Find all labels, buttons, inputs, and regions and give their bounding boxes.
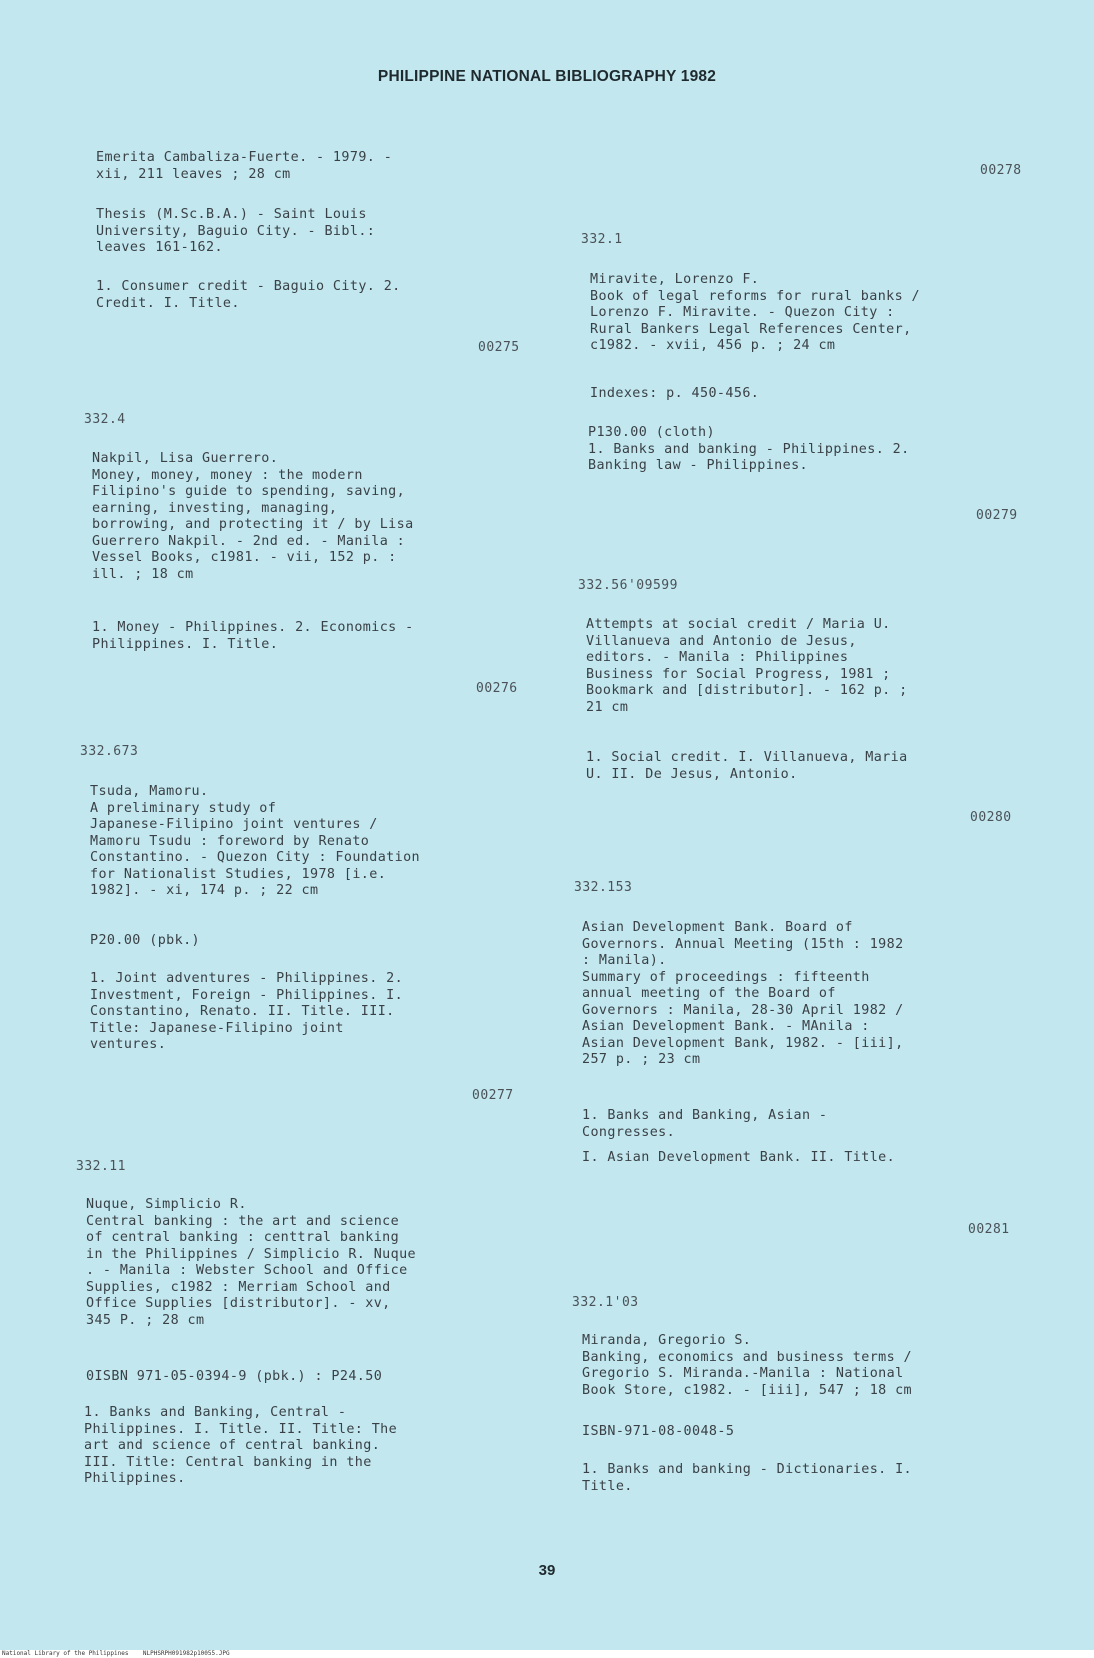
class-number: 332.11 [76,1159,126,1174]
page-number: 39 [538,1562,556,1579]
class-number: 332.56'09599 [578,578,678,593]
scan-credit: National Library of the Philippines NLPHSRPH091982p10055.JPG [2,1650,230,1657]
class-number: 332.1'03 [572,1295,639,1310]
entry-number: 00275 [478,340,520,355]
entry-text: Miravite, Lorenzo F. Book of legal reforms for rural banks / Lorenzo F. Miravite. - Quezon City : Rural Bankers Legal References Center, c1982. - xvii, 456 p. ; 24 cm [590,272,921,353]
entry-text: 0ISBN 971-05-0394-9 (pbk.) : P24.50 [86,1369,383,1384]
page-title: PHILIPPINE NATIONAL BIBLIOGRAPHY 1982 [377,68,717,85]
entry-text: I. Asian Development Bank. II. Title. [582,1150,896,1165]
entry-number: 00281 [968,1222,1010,1237]
entry-text: 1. Banks and Banking, Asian - Congresses. [582,1108,828,1140]
entry-text: Thesis (M.Sc.B.A.) - Saint Louis University, Baguio City. - Bibl.: leaves 161-162. [96,207,376,255]
entry-text: 1. Joint adventures - Philippines. 2. Investment, Foreign - Philippines. I. Constantino, Renato. II. Title. III. Title: Japanese-Filipino joint ventures. [90,971,404,1052]
class-number: 332.673 [80,744,139,759]
entry-text: 1. Consumer credit - Baguio City. 2. Credit. I. Title. [96,279,401,311]
entry-number: 00277 [472,1088,514,1103]
entry-text: 1. Banks and banking - Dictionaries. I. Title. [582,1462,913,1494]
entry-text: Attempts at social credit / Maria U. Villanueva and Antonio de Jesus, editors. - Manila : Philippines Business for Social Progress, 1981 ; Bookmark and [distributor]. - 162 p. ; 21 cm [586,617,908,715]
class-number: 332.153 [574,880,633,895]
class-number: 332.4 [84,412,126,427]
entry-text: 1. Social credit. I. Villanueva, Maria U. II. De Jesus, Antonio. [586,750,908,782]
entry-text: 1. Money - Philippines. 2. Economics - Philippines. I. Title. [92,620,414,652]
entry-text: Emerita Cambaliza-Fuerte. - 1979. - xii, 211 leaves ; 28 cm [96,150,393,182]
entry-text: Nakpil, Lisa Guerrero. Money, money, money : the modern Filipino's guide to spending, saving, earning, investing, managing, borrowing, and protecting it / by Lisa Guerrero Nakpil. - 2nd ed. - Manila : Vessel Books, c1981. - vii, 152 p. : ill. ; 18 cm [92,451,414,582]
entry-text: Tsuda, Mamoru. A preliminary study of Japanese-Filipino joint ventures / Mamoru Tsudu : foreword by Renato Constantino. - Quezon City : Foundation for Nationalist Studies, 1978 [i.e. 1982]. - xi, 174 p. ; 22 cm [90,784,421,898]
entry-text: P20.00 (pbk.) [90,933,201,948]
entry-text: ISBN-971-08-0048-5 [582,1424,735,1439]
entry-number: 00276 [476,681,518,696]
entry-text: Asian Development Bank. Board of Governors. Annual Meeting (15th : 1982 : Manila). Summary of proceedings : fifteenth annual meeting of the Board of Governors : Manila, 28-30 April 1982 / Asian Development Bank. - MAnila : Asian Development Bank, 1982. - [iii], 257 p. ; 23 cm [582,920,904,1067]
entry-number: 00280 [970,810,1012,825]
entry-text: P130.00 (cloth) 1. Banks and banking - Philippines. 2. Banking law - Philippines. [588,425,910,473]
class-number: 332.1 [581,232,623,247]
entry-text: Nuque, Simplicio R. Central banking : the art and science of central banking : centtral banking in the Philippines / Simplicio R. Nuque . - Manila : Webster School and Office Supplies, c1982 : Merriam School and Office Supplies [distributor]. - xv, 345 P. ; 28 cm [86,1197,417,1328]
entry-text: Indexes: p. 450-456. [590,386,760,401]
entry-text: Miranda, Gregorio S. Banking, economics and business terms / Gregorio S. Miranda.-Manila : National Book Store, c1982. - [iii], 547 ; 18 cm [582,1333,913,1398]
entry-text: 1. Banks and Banking, Central - Philippines. I. Title. II. Title: The art and science of central banking. III. Title: Central banking in the Philippines. [84,1405,398,1486]
entry-number: 00279 [976,508,1018,523]
entry-number: 00278 [980,163,1022,178]
